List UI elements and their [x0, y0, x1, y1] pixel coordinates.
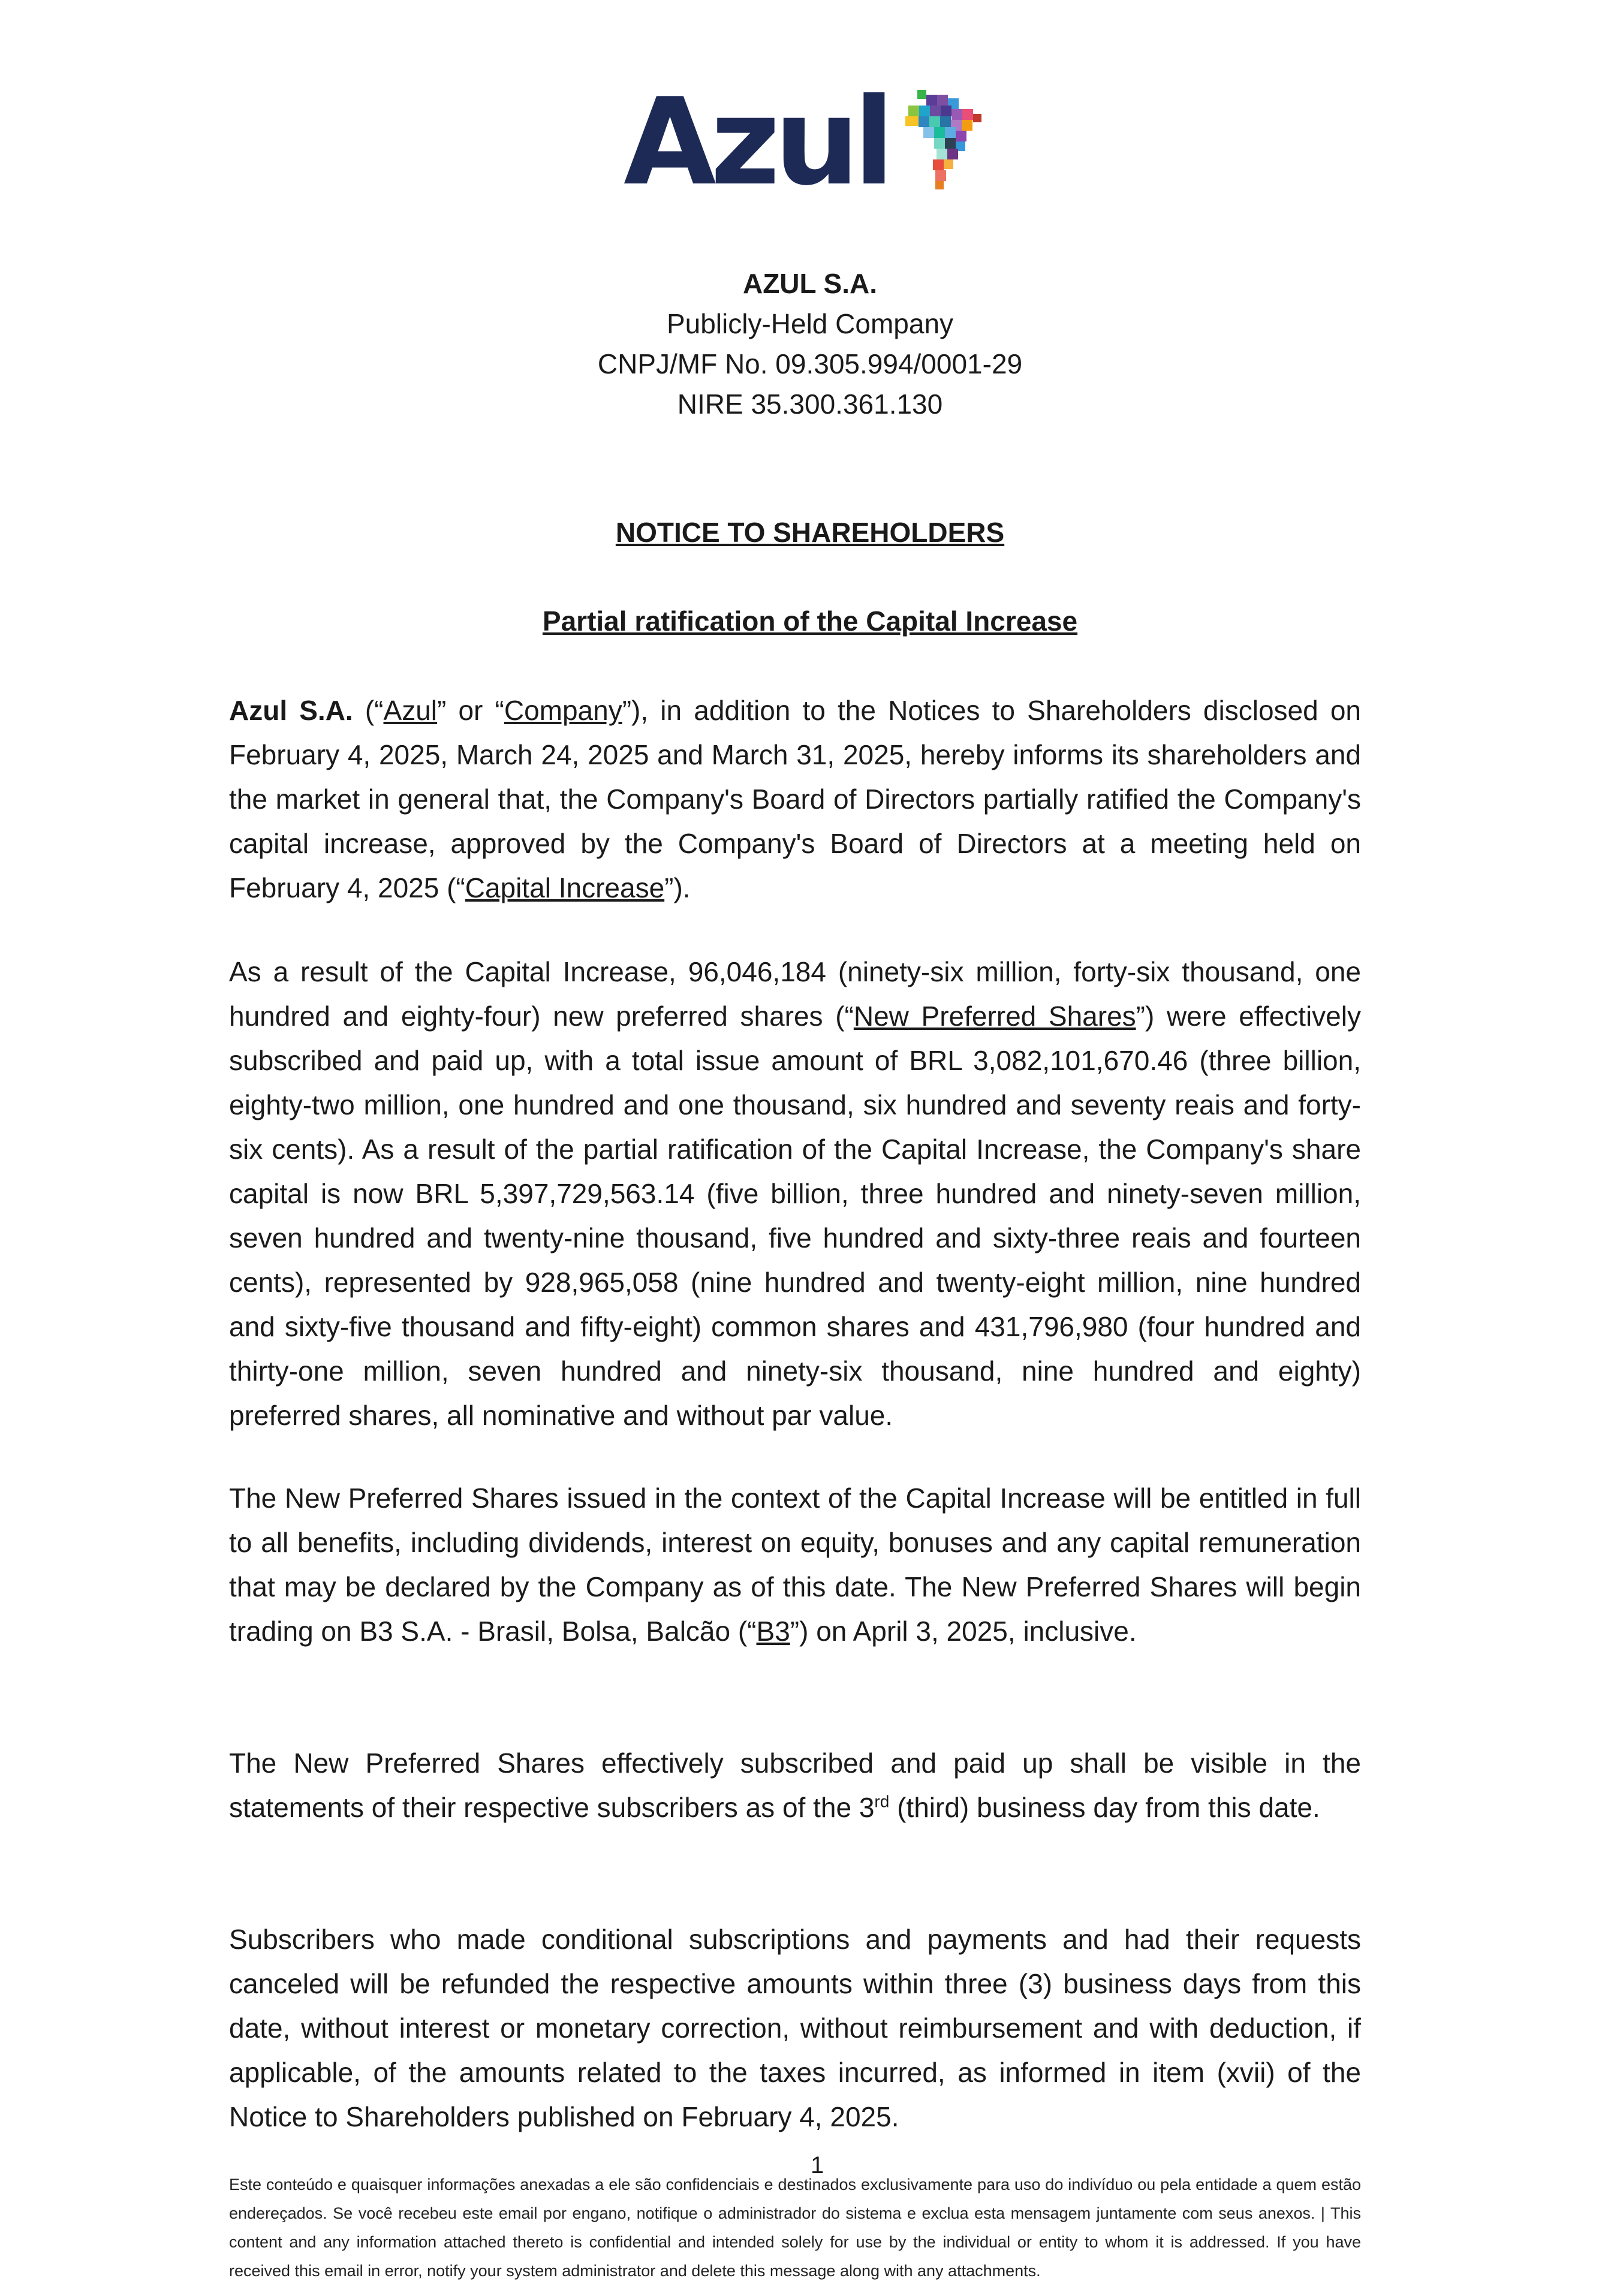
document-title: NOTICE TO SHAREHOLDERS — [615, 517, 1005, 548]
company-type: Publicly-Held Company — [666, 308, 954, 339]
paragraph-statements: The New Preferred Shares effectively subscribed and paid up shall be visible in the statements of their respective subscribers as of the 3rd (third) business day from this date. — [229, 1747, 1361, 1823]
new-preferred-shares-definition: New Preferred Shares — [853, 1001, 1136, 1032]
confidentiality-disclaimer: Este conteúdo e quaisquer informações anexadas a ele são confidenciais e destinados exclusivamente para uso do indivíduo ou pela entidade a quem estão endereçados. Se você recebeu este email por engano, notifique o administrador do sistema e exclua esta mensagem juntamente com seus anexos. | This content and any information attached thereto is confidential and intended solely for use by the individual or entity to whom it is addressed. If you have received this email in error, notify your system administrator and delete this message along with any attachments. — [229, 2176, 1361, 2280]
company-name-bold: Azul S.A. — [229, 695, 353, 726]
paragraph-refunds: Subscribers who made conditional subscriptions and payments and had their requests canceled will be refunded the respective amounts within three (3) business days from this date, without interest or monetary correction, without reimbursement and with deduction, if applicable, of the amounts related to the taxes incurred, as informed in item (xvii) of the Notice to Shareholders published on February 4, 2025. — [229, 1924, 1361, 2132]
azul-definition: Azul — [383, 695, 437, 726]
company-logo — [624, 73, 1007, 212]
paragraph-capital: As a result of the Capital Increase, 96,046,184 (ninety-six million, forty-six thousand, one hundred and eighty-four) new preferred shares (“New Preferred Shares”) were effectively subscribed and paid up, with a total issue amount of BRL 3,082,101,670.46 (three billion, eighty-two million, one hundred and one thousand, six hundred and seventy reais and forty-six cents). As a result of the partial ratification of the Capital Increase, the Company's share capital is now BRL 5,397,729,563.14 (five billion, three hundred and ninety-seven million, seven hundred and twenty-nine thousand, five hundred and sixty-three reais and fourteen cents), represented by 928,965,058 (nine hundred and twenty-eight million, nine hundred and sixty-five thousand and fifty-eight) common shares and 431,796,980 (four hundred and thirty-one million, seven hundred and ninety-six thousand, nine hundred and eighty) preferred shares, all nominative and without par value. — [229, 956, 1361, 1431]
nire-number: NIRE 35.300.361.130 — [677, 388, 943, 420]
cnpj-number: CNPJ/MF No. 09.305.994/0001-29 — [597, 348, 1023, 379]
page-number: 1 — [811, 2152, 824, 2179]
paragraph-intro: Azul S.A. (“Azul” or “Company”), in addition to the Notices to Shareholders disclosed on February 4, 2025, March 24, 2025 and March 31, 2025, hereby informs its shareholders and the market in general that, the Company's Board of Directors partially ratified the Company's capital increase, approved by the Company's Board of Directors at a meeting held on February 4, 2025 (“Capital Increase”). — [229, 695, 1362, 903]
document-subtitle: Partial ratification of the Capital Increase — [542, 605, 1078, 637]
company-definition: Company — [504, 695, 622, 726]
b3-definition: B3 — [756, 1616, 790, 1647]
company-header — [0, 264, 1620, 424]
company-name: AZUL S.A. — [742, 268, 878, 299]
logo-wordmark: Azul — [624, 73, 889, 212]
paragraph-benefits: The New Preferred Shares issued in the context of the Capital Increase will be entitled in full to all benefits, including dividends, interest on equity, bonuses and any capital remuneration that may be declared by the Company as of this date. The New Preferred Shares will begin trading on B3 S.A. - Brasil, Bolsa, Balcão (“B3”) on April 3, 2025, inclusive. — [229, 1483, 1361, 1647]
brazil-map-pixel-icon — [905, 90, 1007, 192]
capital-increase-definition: Capital Increase — [465, 872, 665, 903]
